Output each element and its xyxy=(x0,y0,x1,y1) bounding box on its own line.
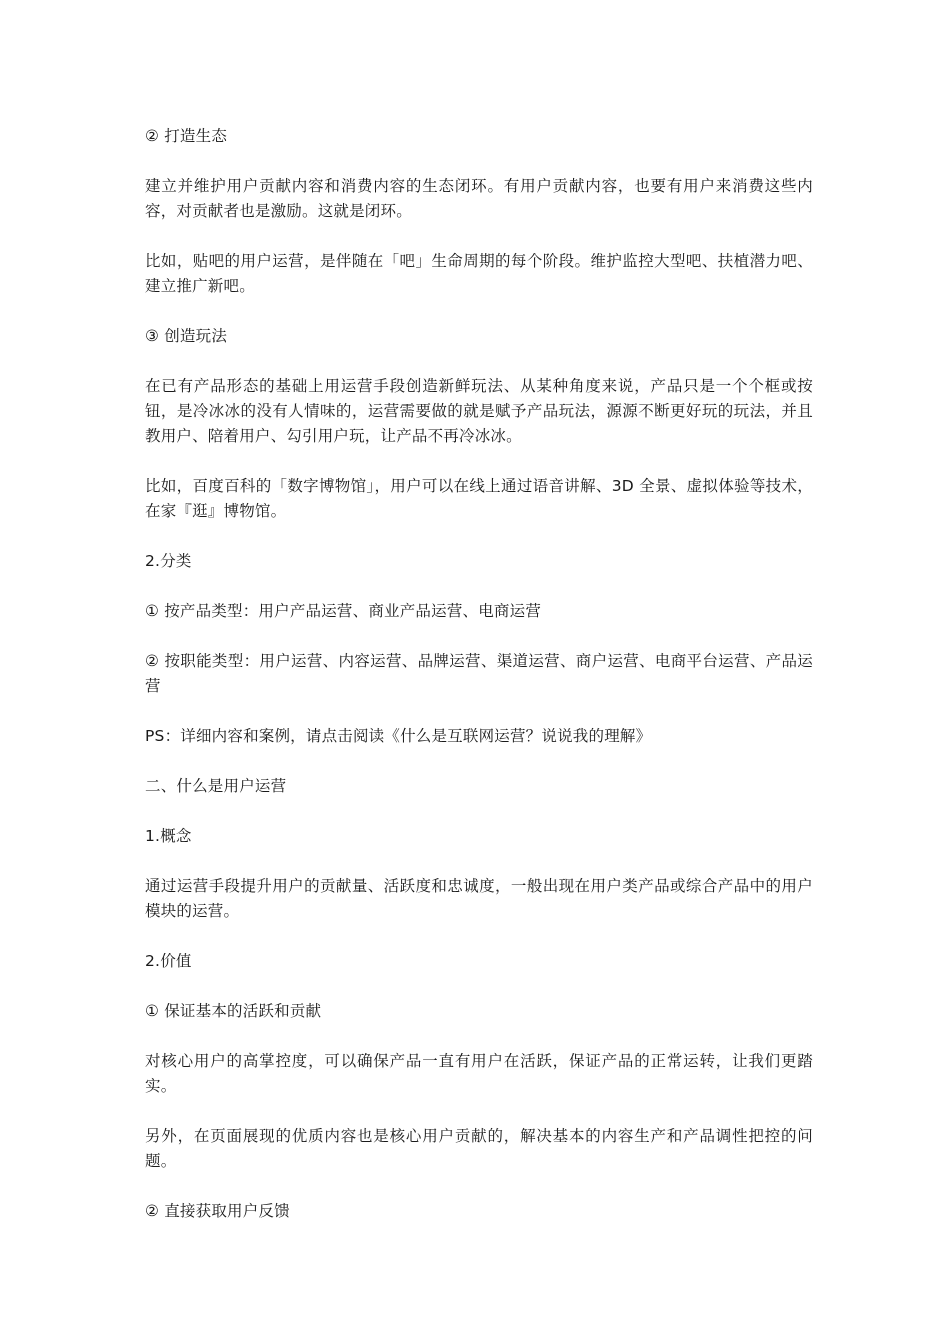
paragraph-concept: 通过运营手段提升用户的贡献量、活跃度和忠诚度，一般出现在用户类产品或综合产品中的用户模块的运营。 xyxy=(145,877,813,920)
paragraph-core-users: 对核心用户的高掌控度，可以确保产品一直有用户在活跃，保证产品的正常运转，让我们更踏实。 xyxy=(145,1052,813,1095)
paragraph-ps-note: PS：详细内容和案例，请点击阅读《什么是互联网运营？说说我的理解》 xyxy=(145,727,652,745)
subheading-build-ecosystem: ② 打造生态 xyxy=(145,127,228,145)
document-body xyxy=(145,124,813,1249)
paragraph-quality-content: 另外，在页面展现的优质内容也是核心用户贡献的，解决基本的内容生产和产品调性把控的问题。 xyxy=(145,1127,813,1170)
subheading-user-feedback: ② 直接获取用户反馈 xyxy=(145,1202,290,1220)
list-item-by-function-type: ② 按职能类型：用户运营、内容运营、品牌运营、渠道运营、商户运营、电商平台运营、产品运营 xyxy=(145,652,813,695)
paragraph-ecosystem-loop: 建立并维护用户贡献内容和消费内容的生态闭环。有用户贡献内容，也要有用户来消费这些内容，对贡献者也是激励。这就是闭环。 xyxy=(145,177,813,220)
subheading-create-gameplay: ③ 创造玩法 xyxy=(145,327,228,345)
subheading-basic-activity: ① 保证基本的活跃和贡献 xyxy=(145,1002,322,1020)
section-heading-user-operation: 二、什么是用户运营 xyxy=(145,777,287,795)
list-item-by-product-type: ① 按产品类型：用户产品运营、商业产品运营、电商运营 xyxy=(145,602,542,620)
paragraph-baike-example: 比如，百度百科的「数字博物馆」，用户可以在线上通过语音讲解、3D 全景、虚拟体验等技术，在家『逛』博物馆。 xyxy=(145,477,813,520)
heading-concept: 1.概念 xyxy=(145,827,192,845)
paragraph-gameplay: 在已有产品形态的基础上用运营手段创造新鲜玩法、从某种角度来说，产品只是一个个框或按钮，是冷冰冰的没有人情味的，运营需要做的就是赋予产品玩法，源源不断更好玩的玩法，并且教用户、陪着用户、勾引用户玩，让产品不再冷冰冰。 xyxy=(145,377,813,445)
heading-value: 2.价值 xyxy=(145,952,192,970)
paragraph-tieba-example: 比如，贴吧的用户运营，是伴随在「吧」生命周期的每个阶段。维护监控大型吧、扶植潜力吧、建立推广新吧。 xyxy=(145,252,813,295)
heading-classification: 2.分类 xyxy=(145,552,192,570)
